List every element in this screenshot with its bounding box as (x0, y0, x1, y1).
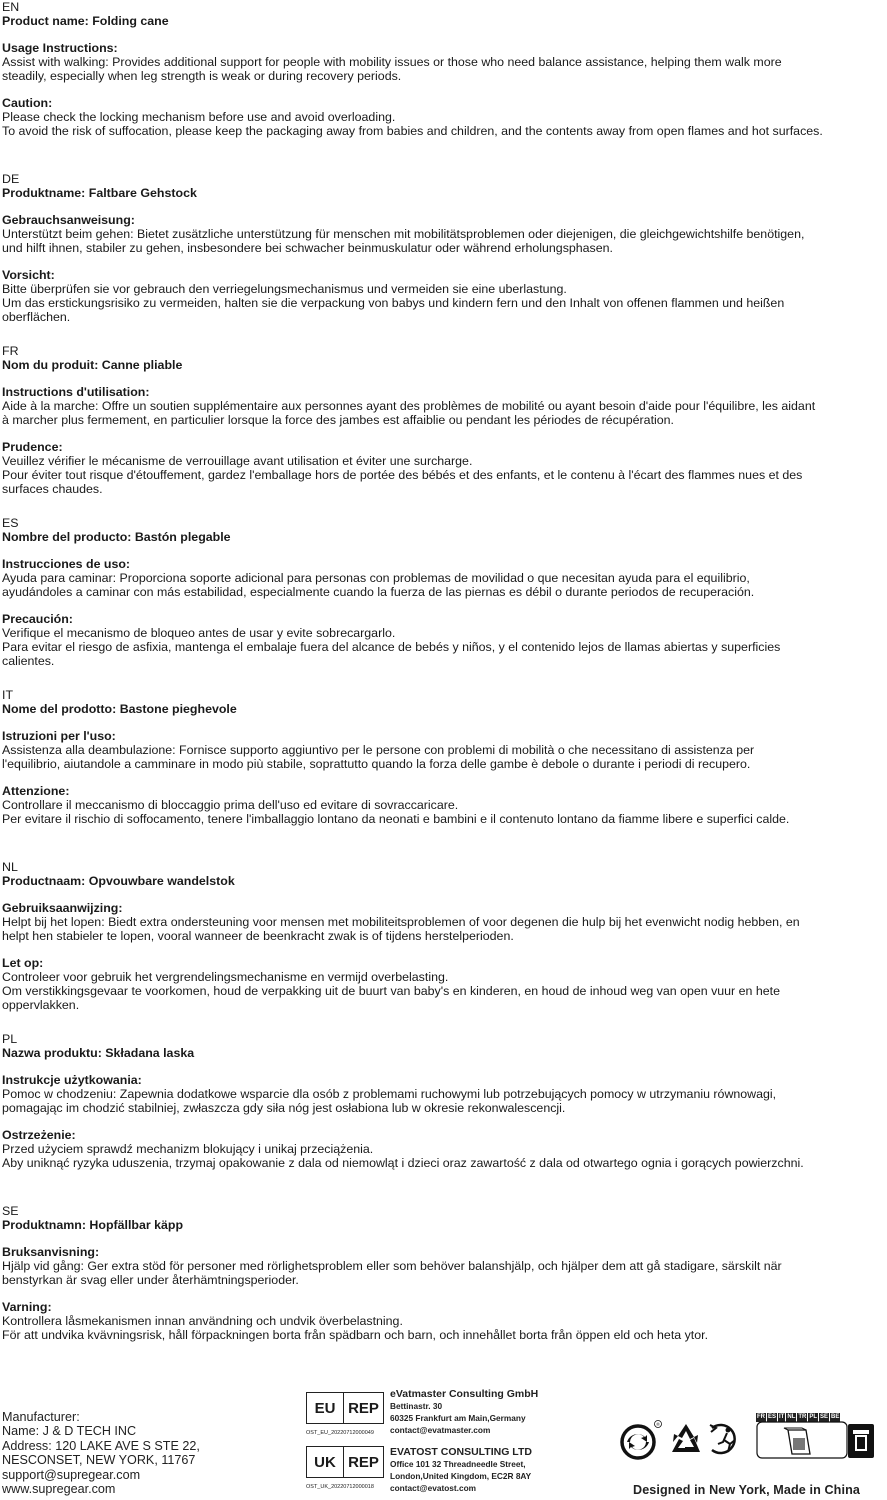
language-code: SE (2, 1204, 19, 1218)
caution-text: Przed użyciem sprawdź mechanizm blokujący i unikaj przeciążenia. (2, 1142, 374, 1156)
usage-heading: Gebrauchsanweisung: (2, 213, 135, 227)
usage-text: Hjälp vid gång: Ger extra stöd för personer med rörlighetsproblem eller som behöver balanshjälp, och hjälper dem att gå stadigare, särskilt när (2, 1259, 782, 1273)
product-name: Nom du produit: Canne pliable (2, 358, 183, 372)
caution-heading: Varning: (2, 1300, 52, 1314)
usage-heading: Instrukcje użytkowania: (2, 1073, 142, 1087)
usage-heading: Istruzioni per l'uso: (2, 729, 116, 743)
usage-text: Unterstützt beim gehen: Bietet zusätzliche unterstützung für menschen mit mobilitätsproblemen oder diejenigen, die gleichgewichtshilfe benötigen, (2, 227, 805, 241)
uk-rep-name: EVATOST CONSULTING LTD (390, 1446, 532, 1458)
triman-icon (710, 1425, 735, 1453)
usage-text: l'equilibrio, aiutandole a camminare in modo più stabile, soprattutto quando la forza delle gambe è debole o durante i periodi di recupero. (2, 757, 751, 771)
language-code: DE (2, 172, 20, 186)
caution-text: Para evitar el riesgo de asfixia, mantenga el embalaje fuera del alcance de bebés y niños, y el contenido lejos de llamas abiertas y superficies (2, 640, 781, 654)
triman-label: TR (798, 1414, 807, 1420)
caution-text: Om verstikkingsgevaar te voorkomen, houd de verpakking uit de buurt van baby's en kinderen, en houd de inhoud weg van open vuur en hete (2, 984, 780, 998)
usage-text: ayudándoles a caminar con más estabilidad, especialmente cuando la fuerza de las piernas es débil o durante periodos de recuperación. (2, 585, 755, 599)
language-section-de (2, 172, 884, 324)
usage-text: benstyrkan är svag eller under återhämtningsperioder. (2, 1273, 299, 1287)
footer (0, 1388, 887, 1500)
language-code: PL (2, 1032, 18, 1046)
document-body (2, 0, 884, 1342)
caution-text: Pour éviter tout risque d'étouffement, gardez l'emballage hors de portée des bébés et des enfants, et le contenu à l'écart des flammes nues et des (2, 468, 803, 482)
product-name: Nome del prodotto: Bastone pieghevole (2, 702, 237, 716)
manufacturer-email: support@supregear.com (2, 1467, 141, 1482)
caution-text: oberflächen. (2, 310, 71, 324)
product-name: Nazwa produktu: Składana laska (2, 1046, 195, 1060)
usage-text: pomagając im chodzić stabilniej, zwłaszcza gdy siła nóg jest osłabiona lub w okresie rekonwalescencji. (2, 1101, 566, 1115)
caution-text: oppervlakken. (2, 998, 80, 1012)
product-name: Nombre del producto: Bastón plegable (2, 530, 231, 544)
manufacturer-website: www.supregear.com (2, 1482, 116, 1497)
caution-text: Aby uniknąć ryzyka uduszenia, trzymaj opakowanie z dala od niemowląt i dzieci oraz zawartość z dala od otwartego ognia i gorących powierzchni. (2, 1156, 804, 1170)
product-name: Produktname: Faltbare Gehstock (2, 186, 197, 200)
eu-rep-street: Bettinastr. 30 (390, 1401, 443, 1411)
usage-text: Assist with walking: Provides additional support for people with mobility issues or those who need balance assistance, helping them walk more (2, 55, 782, 69)
product-name: Produktnamn: Hopfällbar käpp (2, 1218, 184, 1232)
caution-text: calientes. (2, 654, 55, 668)
uk-rep-region: UK (307, 1447, 344, 1477)
usage-text: helpt hen stabieler te lopen, vooral wanneer de beenkracht zwak is of tijdens herstelperioden. (2, 929, 514, 943)
uk-rep-city: London,United Kingdom, EC2R 8AY (390, 1471, 532, 1481)
language-code: IT (2, 688, 14, 702)
usage-heading: Instructions d'utilisation: (2, 385, 150, 399)
triman-label: IT (779, 1414, 785, 1420)
caution-text: Bitte überprüfen sie vor gebrauch den verriegelungsmechanismus und vermeiden sie eine uberlastung. (2, 282, 567, 296)
usage-text: Assistenza alla deambulazione: Fornisce supporto aggiuntivo per le persone con problemi di mobilità o che necessitano di assistenza per (2, 743, 755, 757)
caution-text: Controleer voor gebruik het vergrendelingsmechanisme en vermijd overbelasting. (2, 970, 449, 984)
designed-made-in: Designed in New York, Made in China (633, 1483, 860, 1497)
caution-text: Veuillez vérifier le mécanisme de verrouillage avant utilisation et éviter une surcharge. (2, 454, 473, 468)
caution-heading: Caution: (2, 96, 53, 110)
uk-rep-code: OST_UK_20220712000018 (306, 1484, 374, 1490)
eu-rep-badge (306, 1392, 384, 1424)
caution-text: Kontrollera låsmekanismen innan användning och undvik överbelastning. (2, 1314, 403, 1328)
usage-text: à marcher plus fermement, en particulier lorsque la force des jambes est affaiblie ou pendant les périodes de récupération. (2, 413, 674, 427)
triman-label: ES (768, 1414, 777, 1420)
language-code: ES (2, 516, 19, 530)
eu-rep-city: 60325 Frankfurt am Main,Germany (390, 1413, 526, 1423)
weee-bin-icon (848, 1424, 874, 1458)
caution-heading: Ostrzeżenie: (2, 1128, 76, 1142)
usage-text: Aide à la marche: Offre un soutien supplémentaire aux personnes ayant des problèmes de mobilité ou ayant besoin d'aide pour l'équilibre, les aidant (2, 399, 816, 413)
usage-text: Pomoc w chodzeniu: Zapewnia dodatkowe wsparcie dla osób z problemami ruchowymi lub potrzebujących pomocy w utrzymaniu równowagi, (2, 1087, 777, 1101)
eu-rep-email: contact@evatmaster.com (390, 1425, 491, 1435)
caution-heading: Attenzione: (2, 784, 70, 798)
eu-rep-label: REP (348, 1399, 379, 1417)
language-section-es (2, 516, 884, 668)
caution-text: Verifique el mecanismo de bloqueo antes de usar y evite sobrecargarlo. (2, 626, 396, 640)
triman-label: FR (757, 1414, 765, 1420)
language-section-fr (2, 344, 884, 496)
triman-label: NL (787, 1414, 796, 1420)
language-code: EN (2, 0, 20, 14)
caution-heading: Prudence: (2, 440, 63, 454)
language-code: FR (2, 344, 19, 358)
eu-rep-region: EU (307, 1393, 344, 1423)
manufacturer-name: Name: J & D TECH INC (2, 1424, 137, 1439)
usage-heading: Gebruiksaanwijzing: (2, 901, 123, 915)
caution-heading: Let op: (2, 956, 44, 970)
caution-text: Per evitare il rischio di soffocamento, tenere l'imballaggio lontano da neonati e bambini e il contenuto lontano da fiamme libere e superfici calde. (2, 812, 790, 826)
caution-heading: Precaución: (2, 612, 73, 626)
uk-rep-email: contact@evatost.com (390, 1483, 477, 1493)
caution-text: Please check the locking mechanism before use and avoid overloading. (2, 110, 396, 124)
language-section-nl (2, 860, 884, 1012)
caution-text: För att undvika kvävningsrisk, håll förpackningen borta från spädbarn och barn, och innehållet borta från öppen eld och heta ytor. (2, 1328, 709, 1342)
manufacturer-address: Address: 120 LAKE AVE S STE 22, (2, 1438, 200, 1453)
usage-text: steadily, especially when leg strength is weak or during recovery periods. (2, 69, 402, 83)
triman-label: BE (831, 1414, 840, 1420)
product-name: Productnaam: Opvouwbare wandelstok (2, 874, 235, 888)
language-section-pl (2, 1032, 884, 1170)
registered-mark: ® (656, 1421, 660, 1427)
triman-label: SE (820, 1414, 829, 1420)
language-section-en (2, 0, 884, 138)
caution-heading: Vorsicht: (2, 268, 55, 282)
usage-text: und hilft ihnen, stabiler zu gehen, insbesondere bei schwacher beinmuskulatur oder während erholungsphasen. (2, 241, 613, 255)
uk-rep-label: REP (348, 1453, 379, 1471)
usage-text: Ayuda para caminar: Proporciona soporte adicional para personas con problemas de movilidad o que necesitan ayuda para el equilibrio, (2, 571, 750, 585)
usage-heading: Bruksanvisning: (2, 1245, 100, 1259)
manufacturer-block (2, 1410, 200, 1496)
uk-rep-street: Office 101 32 Threadneedle Street, (390, 1459, 526, 1469)
packaging-bag-icon (757, 1416, 847, 1458)
language-section-it (2, 688, 884, 826)
product-name: Product name: Folding cane (2, 14, 169, 28)
uk-rep-badge (306, 1446, 384, 1478)
eu-rep-code: OST_EU_20220712000049 (306, 1430, 374, 1436)
caution-text: Um das erstickungsrisiko zu vermeiden, halten sie die verpackung von babys und kindern fern und den Inhalt von offenen flammen und heißen (2, 296, 785, 310)
language-code: NL (2, 860, 18, 874)
manufacturer-city: NESCONSET, NEW YORK, 11767 (2, 1453, 196, 1468)
triman-label: PL (809, 1414, 818, 1420)
language-section-se (2, 1204, 884, 1342)
authorized-representatives (306, 1388, 586, 1500)
usage-text: Helpt bij het lopen: Biedt extra ondersteuning voor mensen met mobiliteitsproblemen of voor degenen die hulp bij het evenwicht nodig hebben, en (2, 915, 800, 929)
eu-rep-name: eVatmaster Consulting GmbH (390, 1388, 539, 1400)
usage-heading: Usage Instructions: (2, 41, 118, 55)
compliance-icons (620, 1416, 885, 1476)
usage-heading: Instrucciones de uso: (2, 557, 131, 571)
manufacturer-label: Manufacturer: (2, 1410, 80, 1424)
mobius-recycle-icon (672, 1424, 700, 1452)
caution-text: To avoid the risk of suffocation, please keep the packaging away from babies and children, and the contents away from open flames and hot surfaces. (2, 124, 823, 138)
caution-text: Controllare il meccanismo di bloccaggio prima dell'uso ed evitare di sovraccaricare. (2, 798, 459, 812)
recycle-registered-icon (622, 1421, 662, 1459)
caution-text: surfaces chaudes. (2, 482, 103, 496)
